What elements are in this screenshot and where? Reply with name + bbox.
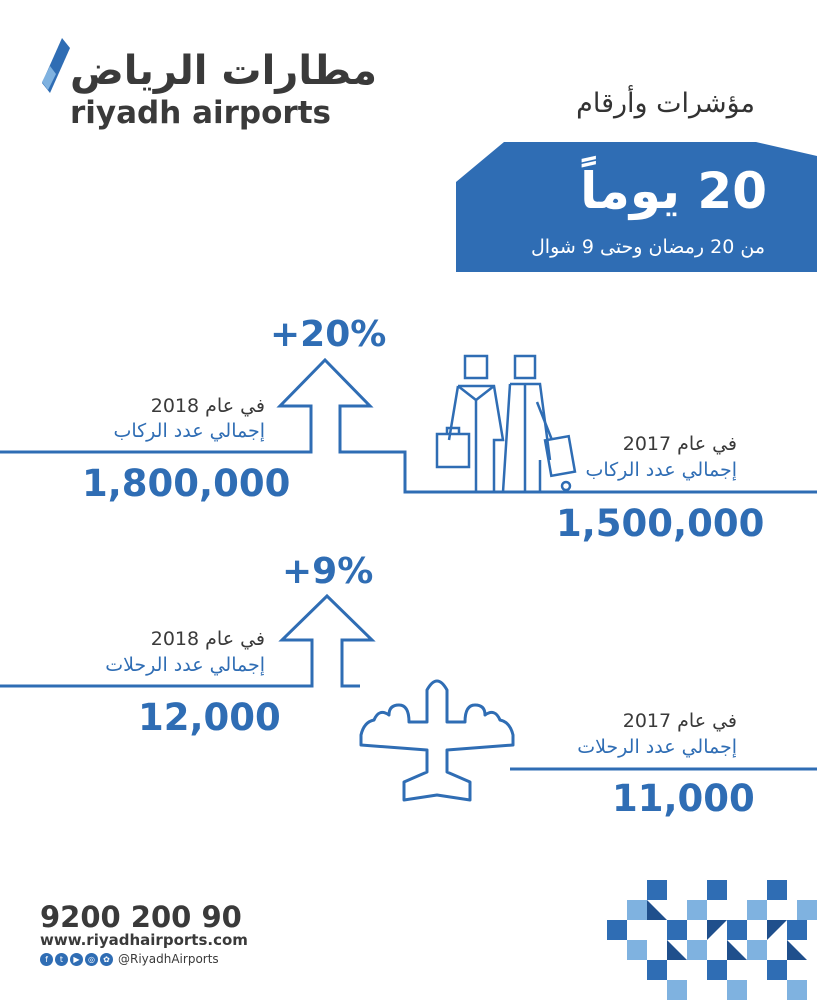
passengers-2017-value: 1,500,000 xyxy=(556,502,765,545)
airplane-icon xyxy=(361,681,513,800)
passengers-2018-year: في عام 2018 xyxy=(150,395,265,417)
brand-name-english: riyadh airports xyxy=(70,95,331,131)
passengers-change: +20% xyxy=(270,314,387,355)
passengers-2018-label: إجمالي عدد الركاب xyxy=(113,420,265,442)
flights-2018-label: إجمالي عدد الرحلات xyxy=(105,654,265,676)
flights-2017-label: إجمالي عدد الرحلات xyxy=(577,736,737,758)
social-links xyxy=(40,951,219,967)
flights-2017-year: في عام 2017 xyxy=(622,710,737,732)
period-sub: من 20 رمضان وحتى 9 شوال xyxy=(530,236,765,258)
social-handle[interactable]: @RiyadhAirports xyxy=(118,952,219,966)
flights-change: +9% xyxy=(282,551,374,592)
snapchat-icon[interactable]: ✿ xyxy=(100,953,113,966)
passengers-2018-value: 1,800,000 xyxy=(82,462,291,505)
decorative-pattern xyxy=(607,880,817,1000)
brand-name-arabic: مطارات الرياض xyxy=(70,48,378,94)
twitter-icon[interactable]: t xyxy=(55,953,68,966)
period-main: 20 يوماً xyxy=(580,162,767,220)
instagram-icon[interactable]: ◎ xyxy=(85,953,98,966)
youtube-icon[interactable]: ▶ xyxy=(70,953,83,966)
flights-2017-value: 11,000 xyxy=(612,777,755,820)
facebook-icon[interactable]: f xyxy=(40,953,53,966)
website-link[interactable]: www.riyadhairports.com xyxy=(40,931,248,949)
phone-number[interactable]: 9200 200 90 xyxy=(40,900,242,934)
passengers-2017-label: إجمالي عدد الركاب xyxy=(585,459,737,481)
section-title: مؤشرات وأرقام xyxy=(576,88,755,119)
passengers-2017-year: في عام 2017 xyxy=(622,433,737,455)
flights-2018-year: في عام 2018 xyxy=(150,628,265,650)
flights-2018-value: 12,000 xyxy=(138,696,281,739)
